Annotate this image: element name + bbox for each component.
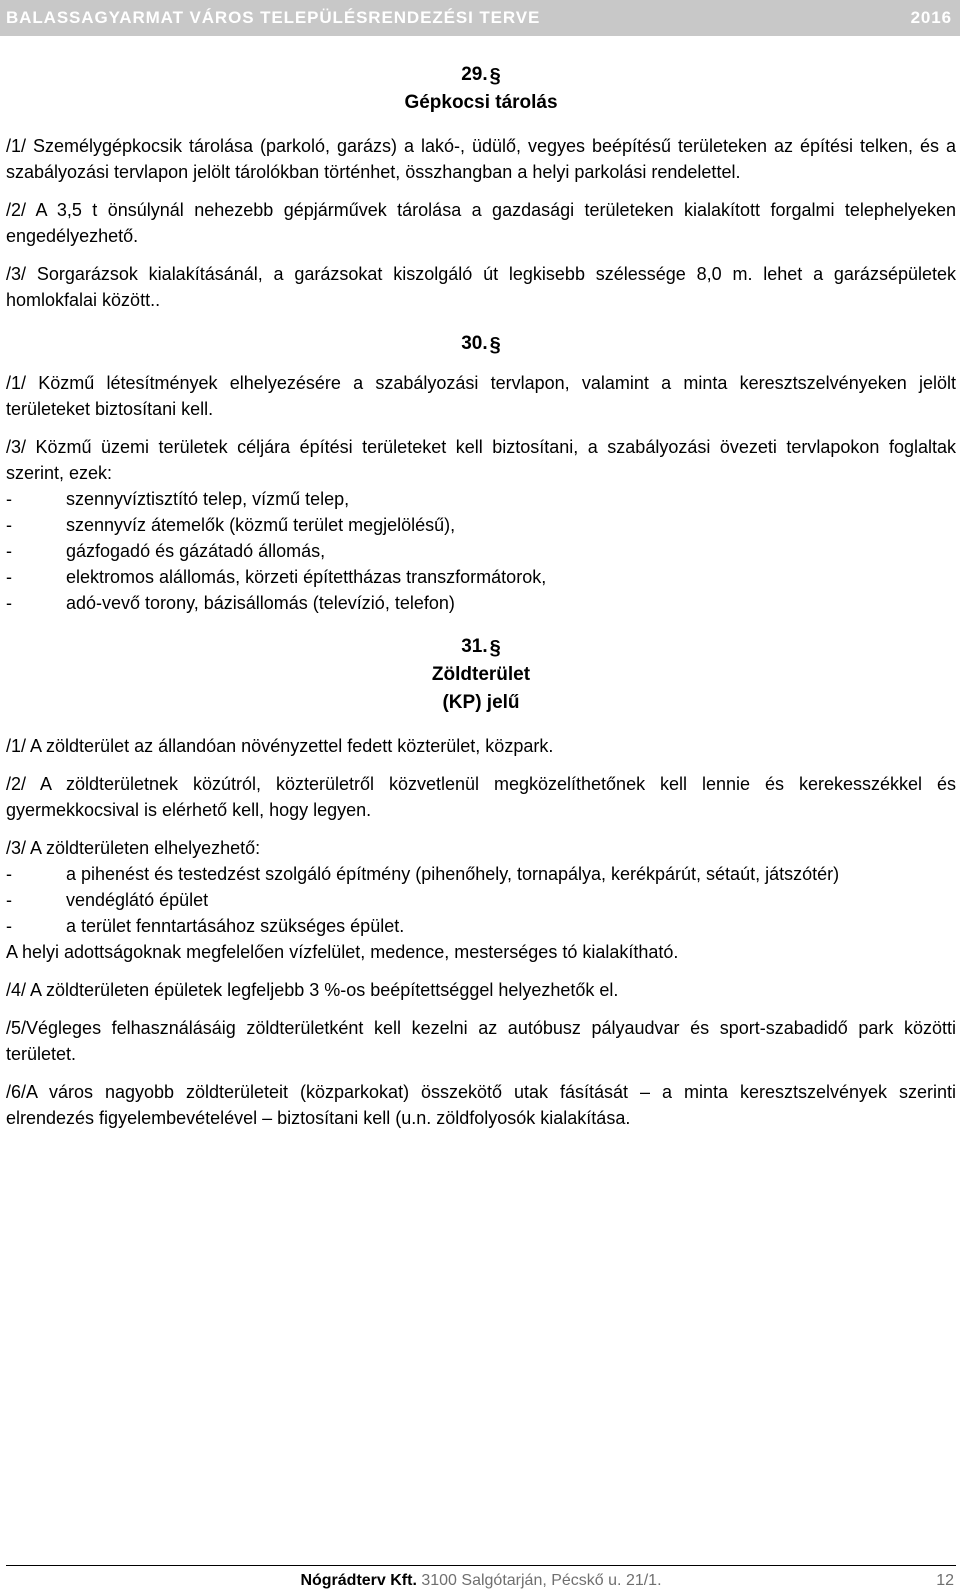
section-30-paragraph-3: /3/ Közmű üzemi területek céljára építési területeket kell biztosítani, a szabályozási övezeti tervlapokon foglaltak szerint, ezek: [6, 437, 956, 483]
footer-address-line [6, 1572, 956, 1590]
list-item: - szennyvíztisztító telep, vízmű telep, [6, 489, 350, 509]
page-number: 12 [936, 1572, 954, 1589]
section-31-list [6, 861, 956, 939]
section-31-subtitle: (KP) jelű [442, 692, 520, 713]
section-31-paragraph-3: /3/ A zöldterületen elhelyezhető: [6, 838, 261, 858]
section-31-paragraph-4: /4/ A zöldterületen épületek legfeljebb 3 %-os beépítettséggel helyezhetők el. [6, 980, 619, 1000]
document-header [0, 0, 960, 36]
section-29-paragraph-3: /3/ Sorgarázsok kialakításánál, a garázsokat kiszolgáló út legkisebb szélessége 8,0 m. lehet a garázsépületek homlokfalai között.. [6, 264, 956, 310]
section-31-title: Zöldterület [431, 664, 531, 685]
document-footer [6, 1565, 956, 1594]
footer-address: 3100 Salgótarján, Pécskő u. 21/1. [421, 1572, 662, 1589]
document-body [6, 60, 956, 1131]
section-31-paragraph-5: /5/Végleges felhasználásáig zöldterületként kell kezelni az autóbusz pályaudvar és sport-szabadidő park közötti területet. [6, 1018, 956, 1064]
header-title: BALASSAGYARMAT VÁROS TELEPÜLÉSRENDEZÉSI TERVE [6, 8, 541, 27]
section-31-paragraph-6: /6/A város nagyobb zöldterületeit (közparkokat) összekötő utak fásítását – a minta keresztszelvények szerinti elrendezés figyelembevételével – biztosítani kell (u.n. zöldfolyosók kialakítása. [6, 1082, 956, 1128]
list-item: - vendéglátó épület [6, 890, 209, 910]
section-31-number: 31. § [461, 636, 501, 659]
header-year: 2016 [910, 8, 952, 27]
section-31-paragraph-3b: A helyi adottságoknak megfelelően vízfelület, medence, mesterséges tó kialakítható. [6, 942, 679, 962]
list-item: - elektromos alállomás, körzeti építettházas transzformátorok, [6, 567, 547, 587]
list-item: - adó-vevő torony, bázisállomás (televízió, telefon) [6, 593, 455, 613]
list-item: - a pihenést és testedzést szolgáló építmény (pihenőhely, tornapálya, kerékpárút, sétaút, játszótér) [6, 864, 840, 884]
section-31-paragraph-1: /1/ A zöldterület az állandóan növényzettel fedett közterület, közpark. [6, 736, 554, 756]
section-30-list [6, 486, 956, 616]
list-item: - gázfogadó és gázátadó állomás, [6, 541, 326, 561]
section-29-title: Gépkocsi tárolás [404, 92, 558, 113]
section-30-paragraph-1: /1/ Közmű létesítmények elhelyezésére a szabályozási tervlapon, valamint a minta keresztszelvényeken jelölt területeket biztosítani kell. [6, 373, 956, 419]
section-29-number: 29. § [461, 64, 501, 87]
section-29-paragraph-2: /2/ A 3,5 t önsúlynál nehezebb gépjárművek tárolása a gazdasági területeken kialakított forgalmi telephelyeken engedélyezhető. [6, 200, 956, 246]
list-item: - szennyvíz átemelők (közmű terület megjelölésű), [6, 515, 456, 535]
list-item: - a terület fenntartásához szükséges épület. [6, 916, 405, 936]
section-30-number: 30. § [461, 333, 501, 356]
section-29-paragraph-1: /1/ Személygépkocsik tárolása (parkoló, garázs) a lakó-, üdülő, vegyes beépítésű területeken az építési telken, és a szabályozási tervlapon jelölt tárolókban történhet, összhangban a helyi parkolási rendelettel. [6, 136, 956, 182]
section-31-paragraph-2: /2/ A zöldterületnek közútról, közterületről közvetlenül megközelíthetőnek kell lennie és kerekesszékkel és gyermekkocsival is elérhető kell, hogy legyen. [6, 774, 956, 820]
footer-company: Nógrádterv Kft. [300, 1572, 417, 1589]
